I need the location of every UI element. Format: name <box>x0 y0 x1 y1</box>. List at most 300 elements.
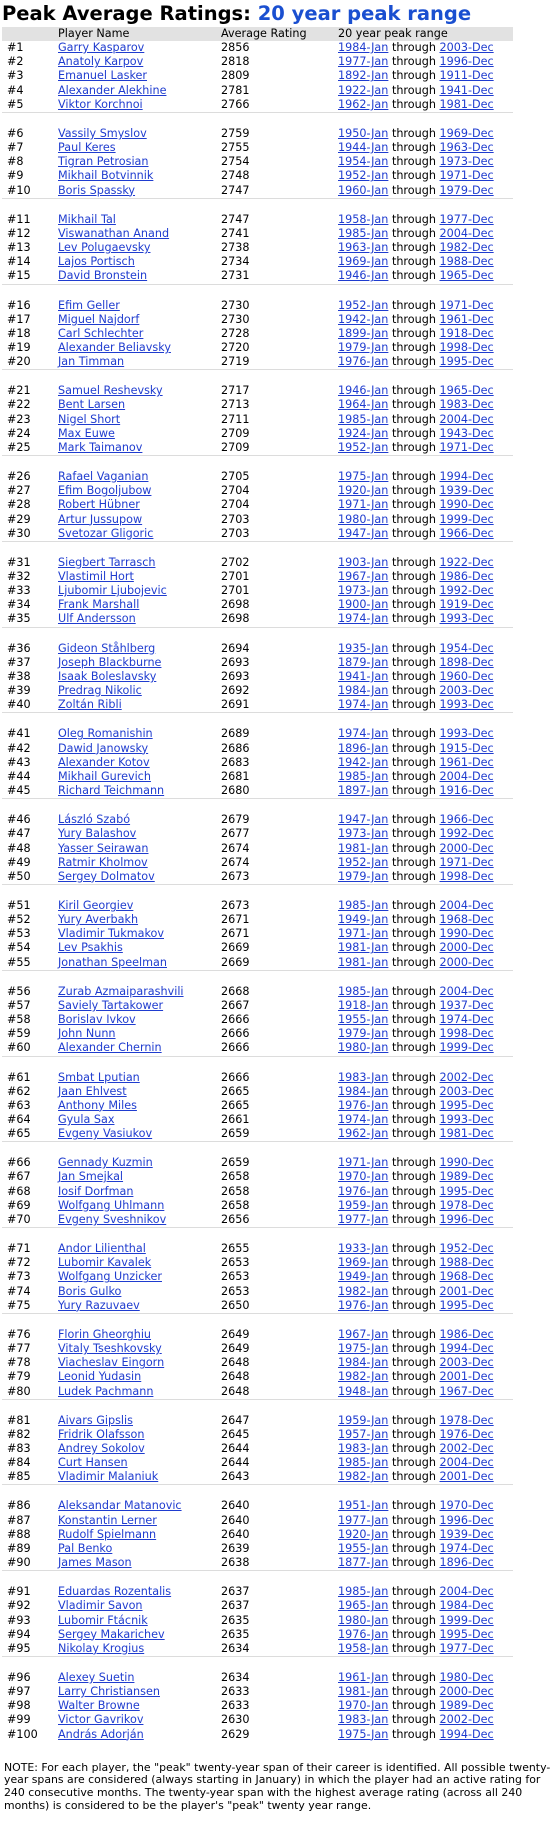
range-start-link[interactable]: 1985-Jan <box>338 898 389 912</box>
player-link[interactable]: Andor Lilienthal <box>58 1242 146 1256</box>
range-start-link[interactable]: 1959-Jan <box>338 1413 389 1427</box>
player-link[interactable]: Vladimir Savon <box>58 1599 143 1613</box>
player-link[interactable]: Yasser Seirawan <box>58 841 149 855</box>
range-end-link[interactable]: 1969-Dec <box>439 126 494 140</box>
player-link[interactable]: Predrag Nikolic <box>58 684 142 698</box>
range-start-link[interactable]: 1944-Jan <box>338 141 389 155</box>
range-start-link[interactable]: 1955-Jan <box>338 1541 389 1555</box>
range-end-link[interactable]: 2004-Dec <box>439 984 494 998</box>
player-link[interactable]: Borislav Ivkov <box>58 1013 136 1027</box>
range-start-link[interactable]: 1985-Jan <box>338 412 389 426</box>
range-start-link[interactable]: 1967-Jan <box>338 1327 389 1341</box>
range-start-link[interactable]: 1980-Jan <box>338 1041 389 1055</box>
range-start-link[interactable]: 1975-Jan <box>338 1342 389 1356</box>
range-end-link[interactable]: 1965-Dec <box>439 269 494 283</box>
player-link[interactable]: Vladimir Malaniuk <box>58 1470 159 1484</box>
range-start-link[interactable]: 1983-Jan <box>338 1713 389 1727</box>
range-end-link[interactable]: 1939-Dec <box>439 484 494 498</box>
range-start-link[interactable]: 1946-Jan <box>338 269 389 283</box>
player-link[interactable]: András Adorján <box>58 1727 144 1741</box>
player-link[interactable]: Evgeny Sveshnikov <box>58 1212 167 1226</box>
range-end-link[interactable]: 1995-Dec <box>439 1184 494 1198</box>
range-end-link[interactable]: 1974-Dec <box>439 1013 494 1027</box>
range-end-link[interactable]: 2000-Dec <box>439 955 494 969</box>
range-end-link[interactable]: 1966-Dec <box>439 813 494 827</box>
player-link[interactable]: Gennady Kuzmin <box>58 1156 153 1170</box>
range-end-link[interactable]: 1995-Dec <box>439 1298 494 1312</box>
range-start-link[interactable]: 1985-Jan <box>338 769 389 783</box>
player-link[interactable]: Dawid Janowsky <box>58 741 149 755</box>
player-link[interactable]: Samuel Reshevsky <box>58 384 163 398</box>
range-start-link[interactable]: 1954-Jan <box>338 155 389 169</box>
range-start-link[interactable]: 1984-Jan <box>338 1084 389 1098</box>
range-end-link[interactable]: 2004-Dec <box>439 769 494 783</box>
player-link[interactable]: Iosif Dorfman <box>58 1184 134 1198</box>
range-end-link[interactable]: 1995-Dec <box>439 355 494 369</box>
range-start-link[interactable]: 1979-Jan <box>338 340 389 354</box>
range-end-link[interactable]: 2000-Dec <box>439 1685 494 1699</box>
range-end-link[interactable]: 1943-Dec <box>439 426 494 440</box>
player-link[interactable]: Curt Hansen <box>58 1456 128 1470</box>
range-start-link[interactable]: 1897-Jan <box>338 784 389 798</box>
range-end-link[interactable]: 1919-Dec <box>439 598 494 612</box>
player-link[interactable]: Nigel Short <box>58 412 121 426</box>
range-end-link[interactable]: 1998-Dec <box>439 869 494 883</box>
range-end-link[interactable]: 1937-Dec <box>439 998 494 1012</box>
range-end-link[interactable]: 1978-Dec <box>439 1413 494 1427</box>
range-start-link[interactable]: 1985-Jan <box>338 226 389 240</box>
range-start-link[interactable]: 1933-Jan <box>338 1242 389 1256</box>
player-link[interactable]: Victor Gavrikov <box>58 1713 144 1727</box>
range-start-link[interactable]: 1970-Jan <box>338 1170 389 1184</box>
range-start-link[interactable]: 1984-Jan <box>338 41 389 55</box>
player-link[interactable]: Anthony Miles <box>58 1098 137 1112</box>
player-link[interactable]: Mikhail Gurevich <box>58 769 151 783</box>
range-start-link[interactable]: 1981-Jan <box>338 841 389 855</box>
player-link[interactable]: Alexey Suetin <box>58 1671 135 1684</box>
range-end-link[interactable]: 1939-Dec <box>439 1527 494 1541</box>
player-link[interactable]: Alexander Beliavsky <box>58 340 171 354</box>
player-link[interactable]: Mark Taimanov <box>58 440 143 454</box>
range-start-link[interactable]: 1981-Jan <box>338 1685 389 1699</box>
player-link[interactable]: Kiril Georgiev <box>58 898 134 912</box>
range-start-link[interactable]: 1977-Jan <box>338 1212 389 1226</box>
range-end-link[interactable]: 1966-Dec <box>439 526 494 540</box>
range-end-link[interactable]: 1992-Dec <box>439 584 494 598</box>
range-start-link[interactable]: 1941-Jan <box>338 669 389 683</box>
player-link[interactable]: Efim Bogoljubow <box>58 484 152 498</box>
range-start-link[interactable]: 1958-Jan <box>338 212 389 226</box>
range-end-link[interactable]: 1994-Dec <box>439 1727 494 1741</box>
player-link[interactable]: Aivars Gipslis <box>58 1413 133 1427</box>
player-link[interactable]: Lubomir Ftácnik <box>58 1613 148 1627</box>
range-start-link[interactable]: 1979-Jan <box>338 869 389 883</box>
range-end-link[interactable]: 1999-Dec <box>439 512 494 526</box>
range-end-link[interactable]: 2004-Dec <box>439 898 494 912</box>
range-end-link[interactable]: 2001-Dec <box>439 1370 494 1384</box>
range-end-link[interactable]: 1915-Dec <box>439 741 494 755</box>
player-link[interactable]: Leonid Yudasin <box>58 1370 142 1384</box>
player-link[interactable]: Lubomir Kavalek <box>58 1256 152 1270</box>
range-start-link[interactable]: 1984-Jan <box>338 1356 389 1370</box>
range-end-link[interactable]: 1996-Dec <box>439 1212 494 1226</box>
player-link[interactable]: Rudolf Spielmann <box>58 1527 157 1541</box>
player-link[interactable]: Paul Keres <box>58 141 116 155</box>
range-end-link[interactable]: 1996-Dec <box>439 1513 494 1527</box>
player-link[interactable]: Oleg Romanishin <box>58 727 153 741</box>
range-end-link[interactable]: 1916-Dec <box>439 784 494 798</box>
player-link[interactable]: Svetozar Gligoric <box>58 526 154 540</box>
range-end-link[interactable]: 1941-Dec <box>439 83 494 97</box>
range-end-link[interactable]: 1998-Dec <box>439 1027 494 1041</box>
player-link[interactable]: Yury Averbakh <box>58 913 139 927</box>
range-end-link[interactable]: 2003-Dec <box>439 1084 494 1098</box>
range-start-link[interactable]: 1942-Jan <box>338 312 389 326</box>
player-link[interactable]: Ludek Pachmann <box>58 1384 154 1398</box>
player-link[interactable]: Anatoly Karpov <box>58 55 144 69</box>
range-start-link[interactable]: 1979-Jan <box>338 1027 389 1041</box>
range-start-link[interactable]: 1977-Jan <box>338 55 389 69</box>
range-start-link[interactable]: 1971-Jan <box>338 927 389 941</box>
range-start-link[interactable]: 1958-Jan <box>338 1641 389 1655</box>
range-start-link[interactable]: 1955-Jan <box>338 1013 389 1027</box>
range-end-link[interactable]: 1968-Dec <box>439 913 494 927</box>
range-start-link[interactable]: 1973-Jan <box>338 584 389 598</box>
range-start-link[interactable]: 1899-Jan <box>338 326 389 340</box>
range-start-link[interactable]: 1985-Jan <box>338 984 389 998</box>
range-start-link[interactable]: 1896-Jan <box>338 741 389 755</box>
range-end-link[interactable]: 1993-Dec <box>439 727 494 741</box>
player-link[interactable]: Vassily Smyslov <box>58 126 147 140</box>
range-start-link[interactable]: 1982-Jan <box>338 1370 389 1384</box>
range-end-link[interactable]: 1980-Dec <box>439 1671 494 1684</box>
range-end-link[interactable]: 1993-Dec <box>439 1113 494 1126</box>
range-end-link[interactable]: 2000-Dec <box>439 841 494 855</box>
range-end-link[interactable]: 1993-Dec <box>439 612 494 626</box>
player-link[interactable]: Artur Jussupow <box>58 512 143 526</box>
range-end-link[interactable]: 2003-Dec <box>439 1356 494 1370</box>
player-link[interactable]: Jan Smejkal <box>58 1170 124 1184</box>
range-end-link[interactable]: 1990-Dec <box>439 927 494 941</box>
range-start-link[interactable]: 1962-Jan <box>338 1127 389 1141</box>
range-start-link[interactable]: 1985-Jan <box>338 1585 389 1599</box>
range-start-link[interactable]: 1969-Jan <box>338 255 389 269</box>
range-end-link[interactable]: 1984-Dec <box>439 1599 494 1613</box>
range-end-link[interactable]: 2001-Dec <box>439 1470 494 1484</box>
range-start-link[interactable]: 1982-Jan <box>338 1470 389 1484</box>
player-link[interactable]: Siegbert Tarrasch <box>58 555 156 569</box>
player-link[interactable]: Alexander Alekhine <box>58 83 167 97</box>
player-link[interactable]: Wolfgang Uhlmann <box>58 1198 165 1212</box>
range-end-link[interactable]: 1999-Dec <box>439 1041 494 1055</box>
range-end-link[interactable]: 1960-Dec <box>439 669 494 683</box>
player-link[interactable]: Tigran Petrosian <box>58 155 149 169</box>
player-link[interactable]: Garry Kasparov <box>58 41 145 55</box>
player-link[interactable]: Sergey Dolmatov <box>58 869 155 883</box>
player-link[interactable]: Nikolay Krogius <box>58 1641 145 1655</box>
range-start-link[interactable]: 1981-Jan <box>338 955 389 969</box>
range-start-link[interactable]: 1965-Jan <box>338 1599 389 1613</box>
range-start-link[interactable]: 1975-Jan <box>338 470 389 484</box>
range-start-link[interactable]: 1962-Jan <box>338 97 389 111</box>
range-end-link[interactable]: 2002-Dec <box>439 1070 494 1084</box>
range-start-link[interactable]: 1976-Jan <box>338 1184 389 1198</box>
range-end-link[interactable]: 2001-Dec <box>439 1284 494 1298</box>
range-end-link[interactable]: 1967-Dec <box>439 1384 494 1398</box>
range-start-link[interactable]: 1976-Jan <box>338 1298 389 1312</box>
range-end-link[interactable]: 1922-Dec <box>439 555 494 569</box>
player-link[interactable]: Boris Spassky <box>58 183 136 197</box>
range-start-link[interactable]: 1974-Jan <box>338 1113 389 1126</box>
range-start-link[interactable]: 1957-Jan <box>338 1427 389 1441</box>
player-link[interactable]: Viacheslav Eingorn <box>58 1356 165 1370</box>
player-link[interactable]: Zoltán Ribli <box>58 698 122 712</box>
range-end-link[interactable]: 1971-Dec <box>439 855 494 869</box>
range-end-link[interactable]: 1971-Dec <box>439 298 494 312</box>
range-start-link[interactable]: 1976-Jan <box>338 1098 389 1112</box>
range-end-link[interactable]: 1977-Dec <box>439 1641 494 1655</box>
player-link[interactable]: James Mason <box>58 1556 132 1570</box>
range-end-link[interactable]: 1986-Dec <box>439 570 494 583</box>
range-end-link[interactable]: 1986-Dec <box>439 1327 494 1341</box>
range-start-link[interactable]: 1969-Jan <box>338 1256 389 1270</box>
range-end-link[interactable]: 1992-Dec <box>439 827 494 841</box>
player-link[interactable]: Viktor Korchnoi <box>58 97 143 111</box>
range-end-link[interactable]: 1918-Dec <box>439 326 494 340</box>
range-end-link[interactable]: 1999-Dec <box>439 1613 494 1627</box>
range-end-link[interactable]: 2004-Dec <box>439 1585 494 1599</box>
range-start-link[interactable]: 1985-Jan <box>338 1456 389 1470</box>
player-link[interactable]: Viswanathan Anand <box>58 226 170 240</box>
player-link[interactable]: Lev Psakhis <box>58 941 123 955</box>
range-end-link[interactable]: 2003-Dec <box>439 684 494 698</box>
player-link[interactable]: Vitaly Tseshkovsky <box>58 1342 162 1356</box>
range-start-link[interactable]: 1952-Jan <box>338 298 389 312</box>
range-start-link[interactable]: 1877-Jan <box>338 1556 389 1570</box>
player-link[interactable]: Mikhail Botvinnik <box>58 169 154 183</box>
range-end-link[interactable]: 1990-Dec <box>439 498 494 512</box>
range-start-link[interactable]: 1948-Jan <box>338 1384 389 1398</box>
range-end-link[interactable]: 1989-Dec <box>439 1170 494 1184</box>
range-start-link[interactable]: 1982-Jan <box>338 1284 389 1298</box>
range-end-link[interactable]: 1974-Dec <box>439 1541 494 1555</box>
range-end-link[interactable]: 1965-Dec <box>439 384 494 398</box>
range-start-link[interactable]: 1952-Jan <box>338 169 389 183</box>
range-start-link[interactable]: 1949-Jan <box>338 913 389 927</box>
range-start-link[interactable]: 1947-Jan <box>338 526 389 540</box>
range-end-link[interactable]: 1961-Dec <box>439 312 494 326</box>
range-end-link[interactable]: 1898-Dec <box>439 655 494 669</box>
player-link[interactable]: Saviely Tartakower <box>58 998 164 1012</box>
range-end-link[interactable]: 1973-Dec <box>439 155 494 169</box>
player-link[interactable]: Larry Christiansen <box>58 1685 160 1699</box>
player-link[interactable]: Isaak Boleslavsky <box>58 669 157 683</box>
range-end-link[interactable]: 2000-Dec <box>439 941 494 955</box>
player-link[interactable]: Walter Browne <box>58 1699 140 1713</box>
range-start-link[interactable]: 1946-Jan <box>338 384 389 398</box>
range-start-link[interactable]: 1942-Jan <box>338 755 389 769</box>
range-end-link[interactable]: 1979-Dec <box>439 183 494 197</box>
range-start-link[interactable]: 1980-Jan <box>338 1613 389 1627</box>
player-link[interactable]: Efim Geller <box>58 298 120 312</box>
player-link[interactable]: Rafael Vaganian <box>58 470 149 484</box>
range-start-link[interactable]: 1976-Jan <box>338 1627 389 1641</box>
player-link[interactable]: Ratmir Kholmov <box>58 855 148 869</box>
range-start-link[interactable]: 1984-Jan <box>338 684 389 698</box>
range-start-link[interactable]: 1879-Jan <box>338 655 389 669</box>
range-end-link[interactable]: 1977-Dec <box>439 212 494 226</box>
player-link[interactable]: Fridrik Olafsson <box>58 1427 145 1441</box>
player-link[interactable]: Emanuel Lasker <box>58 69 148 83</box>
range-start-link[interactable]: 1974-Jan <box>338 698 389 712</box>
range-start-link[interactable]: 1903-Jan <box>338 555 389 569</box>
range-start-link[interactable]: 1900-Jan <box>338 598 389 612</box>
player-link[interactable]: Vladimir Tukmakov <box>58 927 164 941</box>
range-end-link[interactable]: 2004-Dec <box>439 1456 494 1470</box>
range-end-link[interactable]: 1988-Dec <box>439 255 494 269</box>
range-end-link[interactable]: 1998-Dec <box>439 340 494 354</box>
player-link[interactable]: Jonathan Speelman <box>58 955 167 969</box>
range-end-link[interactable]: 1993-Dec <box>439 698 494 712</box>
player-link[interactable]: Wolfgang Unzicker <box>58 1270 162 1284</box>
player-link[interactable]: Eduardas Rozentalis <box>58 1585 172 1599</box>
range-end-link[interactable]: 1971-Dec <box>439 440 494 454</box>
range-end-link[interactable]: 1978-Dec <box>439 1198 494 1212</box>
player-link[interactable]: Vlastimil Hort <box>58 570 134 583</box>
range-end-link[interactable]: 1968-Dec <box>439 1270 494 1284</box>
range-start-link[interactable]: 1975-Jan <box>338 1727 389 1741</box>
range-start-link[interactable]: 1970-Jan <box>338 1699 389 1713</box>
player-link[interactable]: Ljubomir Ljubojevic <box>58 584 167 598</box>
range-end-link[interactable]: 1976-Dec <box>439 1427 494 1441</box>
range-start-link[interactable]: 1977-Jan <box>338 1513 389 1527</box>
player-link[interactable]: Mikhail Tal <box>58 212 116 226</box>
range-start-link[interactable]: 1964-Jan <box>338 398 389 412</box>
range-start-link[interactable]: 1981-Jan <box>338 941 389 955</box>
player-link[interactable]: Bent Larsen <box>58 398 126 412</box>
player-link[interactable]: Gideon Ståhlberg <box>58 641 156 655</box>
range-start-link[interactable]: 1973-Jan <box>338 827 389 841</box>
player-link[interactable]: Konstantin Lerner <box>58 1513 157 1527</box>
range-end-link[interactable]: 1988-Dec <box>439 1256 494 1270</box>
range-end-link[interactable]: 1994-Dec <box>439 1342 494 1356</box>
player-link[interactable]: Carl Schlechter <box>58 326 144 340</box>
range-start-link[interactable]: 1924-Jan <box>338 426 389 440</box>
player-link[interactable]: David Bronstein <box>58 269 148 283</box>
player-link[interactable]: Sergey Makarichev <box>58 1627 165 1641</box>
range-end-link[interactable]: 1983-Dec <box>439 398 494 412</box>
range-start-link[interactable]: 1935-Jan <box>338 641 389 655</box>
range-end-link[interactable]: 1990-Dec <box>439 1156 494 1170</box>
range-end-link[interactable]: 1971-Dec <box>439 169 494 183</box>
range-end-link[interactable]: 1952-Dec <box>439 1242 494 1256</box>
range-start-link[interactable]: 1960-Jan <box>338 183 389 197</box>
player-link[interactable]: Yury Balashov <box>58 827 137 841</box>
range-start-link[interactable]: 1963-Jan <box>338 241 389 255</box>
player-link[interactable]: Pal Benko <box>58 1541 113 1555</box>
range-start-link[interactable]: 1971-Jan <box>338 498 389 512</box>
range-start-link[interactable]: 1947-Jan <box>338 813 389 827</box>
range-end-link[interactable]: 1995-Dec <box>439 1627 494 1641</box>
range-start-link[interactable]: 1950-Jan <box>338 126 389 140</box>
range-end-link[interactable]: 1961-Dec <box>439 755 494 769</box>
player-link[interactable]: Evgeny Vasiukov <box>58 1127 153 1141</box>
range-start-link[interactable]: 1959-Jan <box>338 1198 389 1212</box>
player-link[interactable]: Jaan Ehlvest <box>58 1084 127 1098</box>
range-start-link[interactable]: 1983-Jan <box>338 1070 389 1084</box>
range-end-link[interactable]: 2002-Dec <box>439 1441 494 1455</box>
range-start-link[interactable]: 1918-Jan <box>338 998 389 1012</box>
range-start-link[interactable]: 1980-Jan <box>338 512 389 526</box>
range-end-link[interactable]: 1911-Dec <box>439 69 494 83</box>
player-link[interactable]: Gyula Sax <box>58 1113 115 1126</box>
player-link[interactable]: Yury Razuvaev <box>58 1298 140 1312</box>
player-link[interactable]: László Szabó <box>58 813 131 827</box>
range-end-link[interactable]: 2003-Dec <box>439 41 494 55</box>
range-end-link[interactable]: 1981-Dec <box>439 1127 494 1141</box>
range-start-link[interactable]: 1961-Jan <box>338 1671 389 1684</box>
player-link[interactable]: Ulf Andersson <box>58 612 136 626</box>
player-link[interactable]: Frank Marshall <box>58 598 140 612</box>
range-end-link[interactable]: 1994-Dec <box>439 470 494 484</box>
range-start-link[interactable]: 1983-Jan <box>338 1441 389 1455</box>
range-start-link[interactable]: 1952-Jan <box>338 440 389 454</box>
range-end-link[interactable]: 1996-Dec <box>439 55 494 69</box>
range-end-link[interactable]: 1963-Dec <box>439 141 494 155</box>
range-start-link[interactable]: 1949-Jan <box>338 1270 389 1284</box>
range-end-link[interactable]: 1995-Dec <box>439 1098 494 1112</box>
range-start-link[interactable]: 1920-Jan <box>338 1527 389 1541</box>
player-link[interactable]: Miguel Najdorf <box>58 312 140 326</box>
range-start-link[interactable]: 1892-Jan <box>338 69 389 83</box>
range-start-link[interactable]: 1951-Jan <box>338 1499 389 1513</box>
player-link[interactable]: Alexander Chernin <box>58 1041 162 1055</box>
player-link[interactable]: Robert Hübner <box>58 498 140 512</box>
player-link[interactable]: Joseph Blackburne <box>58 655 162 669</box>
range-end-link[interactable]: 2004-Dec <box>439 226 494 240</box>
range-start-link[interactable]: 1922-Jan <box>338 83 389 97</box>
player-link[interactable]: Alexander Kotov <box>58 755 150 769</box>
player-link[interactable]: Lev Polugaevsky <box>58 241 151 255</box>
player-link[interactable]: John Nunn <box>58 1027 116 1041</box>
range-end-link[interactable]: 2004-Dec <box>439 412 494 426</box>
range-end-link[interactable]: 2002-Dec <box>439 1713 494 1727</box>
range-end-link[interactable]: 1989-Dec <box>439 1699 494 1713</box>
player-link[interactable]: Zurab Azmaiparashvili <box>58 984 184 998</box>
range-end-link[interactable]: 1954-Dec <box>439 641 494 655</box>
range-start-link[interactable]: 1920-Jan <box>338 484 389 498</box>
player-link[interactable]: Jan Timman <box>58 355 125 369</box>
player-link[interactable]: Boris Gulko <box>58 1284 122 1298</box>
range-start-link[interactable]: 1967-Jan <box>338 570 389 583</box>
range-end-link[interactable]: 1982-Dec <box>439 241 494 255</box>
player-link[interactable]: Andrey Sokolov <box>58 1441 145 1455</box>
range-start-link[interactable]: 1974-Jan <box>338 612 389 626</box>
player-link[interactable]: Aleksandar Matanovic <box>58 1499 182 1513</box>
range-end-link[interactable]: 1896-Dec <box>439 1556 494 1570</box>
player-link[interactable]: Max Euwe <box>58 426 115 440</box>
player-link[interactable]: Florin Gheorghiu <box>58 1327 152 1341</box>
range-start-link[interactable]: 1952-Jan <box>338 855 389 869</box>
player-link[interactable]: Richard Teichmann <box>58 784 165 798</box>
player-link[interactable]: Smbat Lputian <box>58 1070 140 1084</box>
range-start-link[interactable]: 1976-Jan <box>338 355 389 369</box>
range-end-link[interactable]: 1981-Dec <box>439 97 494 111</box>
range-start-link[interactable]: 1974-Jan <box>338 727 389 741</box>
player-link[interactable]: Lajos Portisch <box>58 255 135 269</box>
range-end-link[interactable]: 1970-Dec <box>439 1499 494 1513</box>
range-start-link[interactable]: 1971-Jan <box>338 1156 389 1170</box>
